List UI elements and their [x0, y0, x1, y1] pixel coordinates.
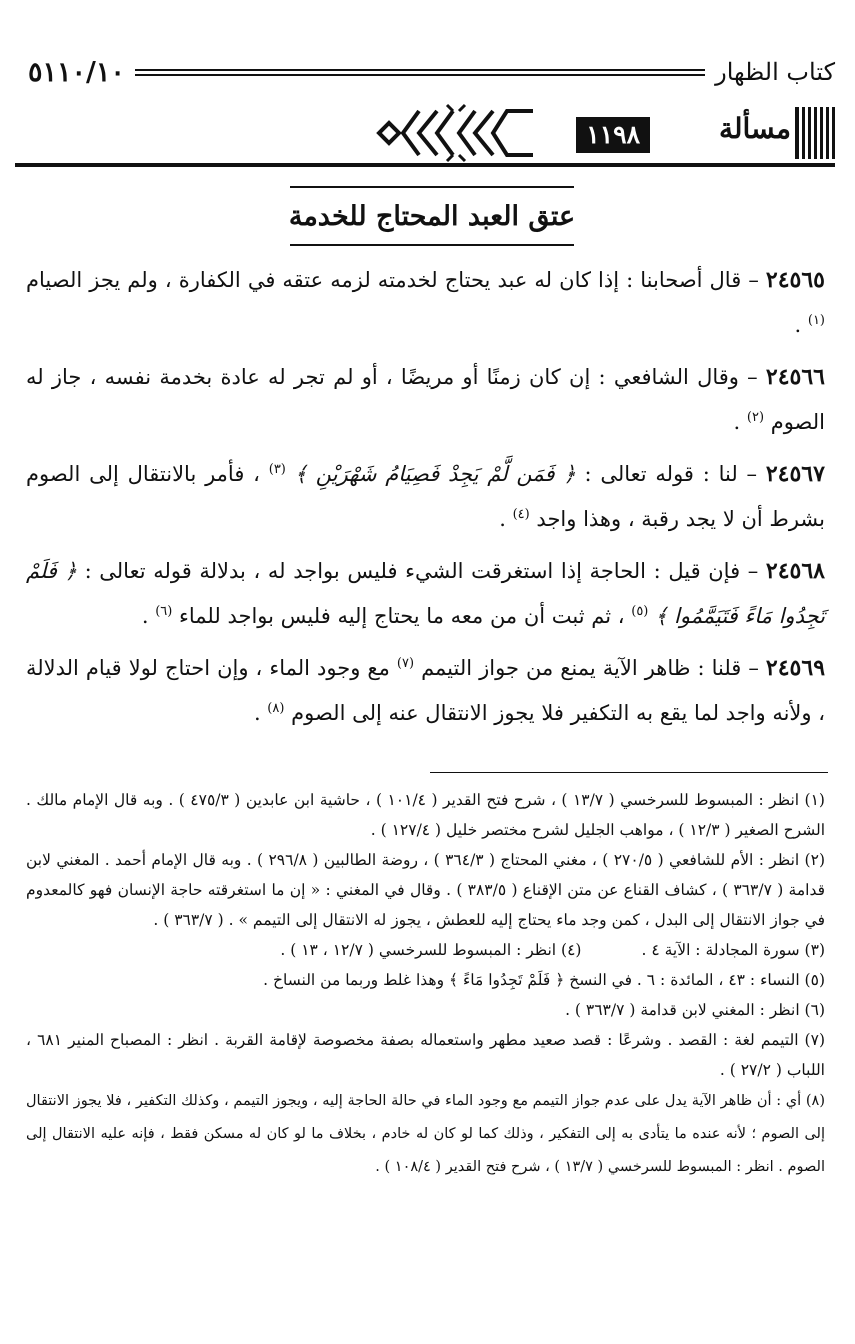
geometric-ornament-icon [375, 103, 540, 163]
paragraph-end: . [794, 313, 808, 337]
footnote: (٢) انظر : الأم للشافعي ( ٢٧٠/٥ ) ، مغني المحتاج ( ٣٦٤/٣ ) ، روضة الطالبين ( ٢٩٦/٨ ) . وبه قال الإمام أحمد . المغني لابن قدامة ( ٣٦٣/٧ ) ، كشاف القناع عن متن الإقناع ( ٣٨٣/٥ ) . وقال في المغني : « إن ما استغرقته حاجة الإنسان فهو كالمعدوم في جواز الانتقال إلى البدل ، كمن وجد ماء يحتاج إليه للعطش ، يجوز له الانتقال إلى التيمم » . ( ٣٦٣/٧ ) . [26, 851, 825, 929]
footnote: (٥) النساء : ٤٣ ، المائدة : ٦ . في النسخ ﴿ فَلَمْ تَجِدُوا مَاءً ﴾ وهذا غلط وربما من النساخ . [263, 971, 825, 989]
main-text [26, 258, 825, 743]
paragraph [26, 646, 825, 736]
paragraph-end: . [499, 507, 513, 531]
paragraph [26, 355, 825, 445]
masala-label: مسألة [718, 112, 791, 145]
page-number: ٥١١٠/١٠ [28, 56, 125, 88]
header-double-rule [135, 69, 705, 76]
quran-verse: ﴿ فَلَمْ تَجِدُوا مَاءً فَتَيَمَّمُوا ﴾ [26, 559, 825, 628]
footnote: (٧) التيمم لغة : القصد . وشرعًا : قصد صعيد مطهر واستعماله بصفة مخصوصة لإقامة القربة . انظر : المصباح المنير ٦٨١ ، اللباب ( ٢٧/٢ ) . [26, 1031, 825, 1079]
footnote-ref: (٦) [155, 604, 173, 619]
footnote-row [26, 935, 825, 965]
footnote-ref: (١) [807, 313, 825, 328]
footnote-ref: (٥) [631, 604, 649, 619]
section-title-box [290, 186, 574, 246]
paragraph-number: ٢٤٥٦٦ [765, 364, 825, 390]
footnote-separator [430, 772, 828, 773]
running-header [28, 52, 835, 92]
paragraph-text: مع وجود الماء ، وإن احتاج لولا قيام الدلالة ، ولأنه واجد لما يقع به التكفير فلا يجوز الانتقال عنه إلى الصوم [26, 656, 825, 725]
footnote-ref: (٨) [267, 701, 285, 716]
quran-verse: ﴿ فَمَن لَّمْ يَجِدْ فَصِيَامُ شَهْرَيْنِ ﴾ [294, 462, 576, 486]
paragraph-text: – فإن قيل : الحاجة إذا استغرقت الشيء فليس بواجد له ، بدلالة قوله تعالى : [84, 559, 759, 583]
footnote: (٣) سورة المجادلة : الآية ٤ . [641, 941, 825, 959]
book-title: كتاب الظهار [715, 58, 835, 86]
footnote: (١) انظر : المبسوط للسرخسي ( ١٣/٧ ) ، شرح فتح القدير ( ١٠١/٤ ) ، حاشية ابن عابدين ( ٤٧٥/٣ ) . وبه قال الإمام مالك . الشرح الصغير ( ١٢/٣ ) ، مواهب الجليل لشرح مختصر خليل ( ١٢٧/٤ ) . [26, 791, 825, 839]
masala-banner [15, 103, 835, 163]
footnote-ref: (٤) [512, 507, 530, 522]
paragraph-end: . [733, 410, 747, 434]
footnote-ref: (٧) [396, 656, 415, 671]
footnote: (٦) انظر : المغني لابن قدامة ( ٣٦٣/٧ ) . [565, 1001, 825, 1019]
footnote: (٨) أي : أن ظاهر الآية يدل على عدم جواز التيمم مع وجود الماء في حالة الحاجة إليه ، ويجوز التيمم ، وكذلك التكفير ، فلا يجوز الانتقال إلى الصوم ؛ لأنه عنده ما يتأدى به إلى التفكير ، وذلك كما لو كان له خادم ، بخلاف ما لو كان له مسكن فقط ، فإنه عليه الانتقال إلى الصوم . انظر : المبسوط للسرخسي ( ١٣/٧ ) ، شرح فتح القدير ( ١٠٨/٤ ) . [26, 1093, 825, 1175]
paragraph-number: ٢٤٥٦٩ [765, 655, 826, 681]
section-title: عتق العبد المحتاج للخدمة [288, 200, 576, 232]
paragraph [26, 549, 825, 639]
paragraph-number: ٢٤٥٦٥ [765, 267, 825, 293]
paragraph-number: ٢٤٥٦٧ [765, 461, 825, 487]
footnotes [26, 785, 825, 1184]
striped-ornament [795, 107, 835, 159]
masala-number: ١١٩٨ [576, 117, 650, 153]
footnote: (٤) انظر : المبسوط للسرخسي ( ١٢/٧ ، ١٣ ) . [280, 941, 582, 959]
paragraph-text: ، فأمر بالانتقال إلى الصوم بشرط أن لا يجد رقبة ، وهذا واجد [26, 462, 825, 531]
paragraph [26, 258, 825, 348]
paragraph-text: ، ثم ثبت أن من معه ما يحتاج إليه فليس بواجد للماء [179, 604, 625, 628]
paragraph-text: – وقال الشافعي : إن كان زمنًا أو مريضًا ، أو لم تجر له عادة بخدمة نفسه ، جاز له الصوم [26, 365, 825, 434]
paragraph-number: ٢٤٥٦٨ [765, 558, 825, 584]
paragraph-text: – قلنا : ظاهر الآية يمنع من جواز التيمم [421, 656, 759, 680]
banner-underline [15, 163, 835, 167]
paragraph-text: – قال أصحابنا : إذا كان له عبد يحتاج لخدمته لزمه عتقه في الكفارة ، ولم يجز الصيام [26, 268, 759, 292]
paragraph-end: . [141, 604, 156, 628]
paragraph-text: – لنا : قوله تعالى : [584, 462, 758, 486]
footnote-ref: (٣) [268, 462, 286, 477]
footnote-ref: (٢) [746, 410, 765, 425]
paragraph-end: . [253, 701, 268, 725]
paragraph [26, 452, 825, 542]
